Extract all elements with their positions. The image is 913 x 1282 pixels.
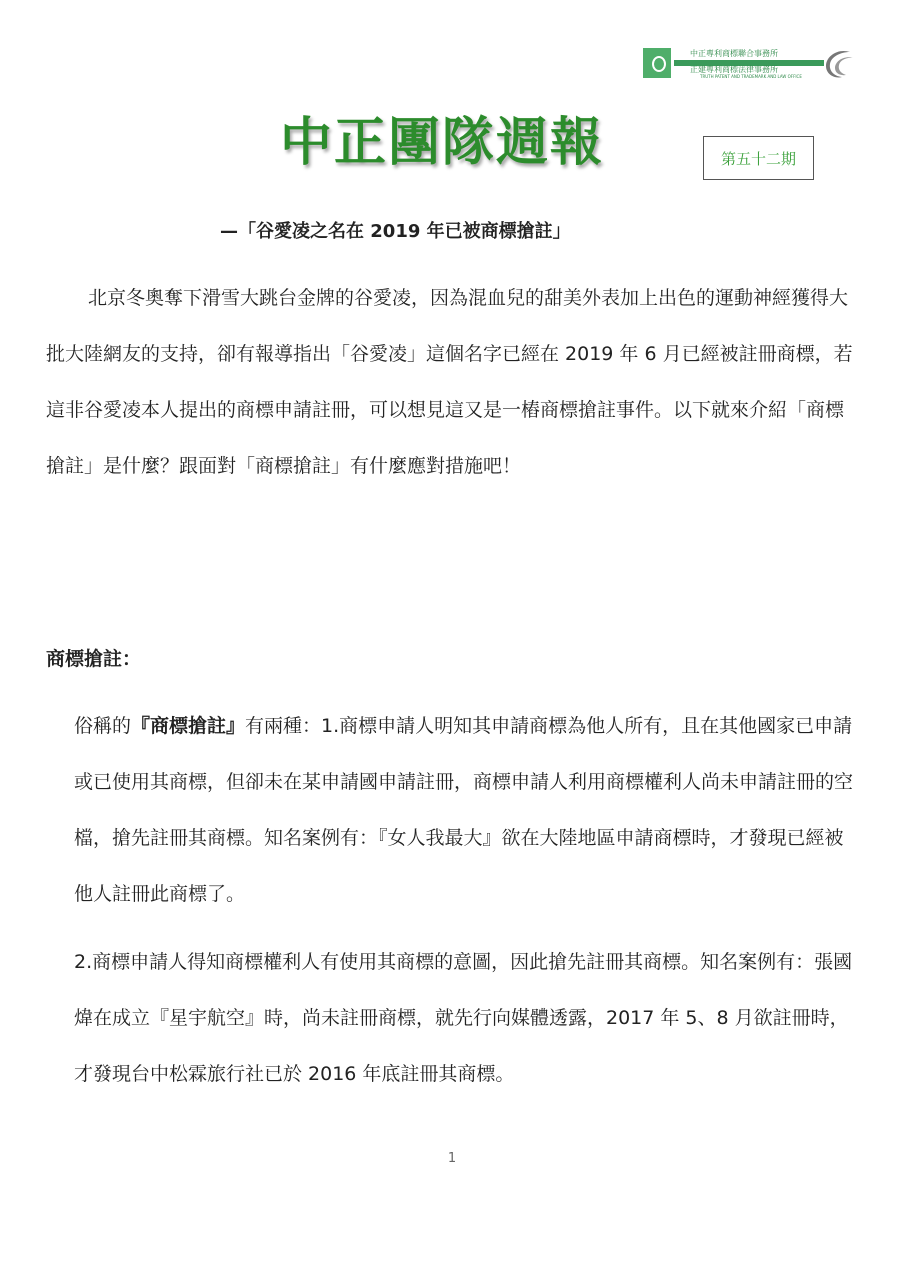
p1-lead: 俗稱的 (74, 715, 132, 737)
p1-rest: 有兩種：1.商標申請人明知其申請商標為他人所有，且在其他國家已申請或已使用其商標，但卻未在某申請國申請註冊，商標申請人利用商標權利人尚未申請註冊的空檔，搶先註冊其商標。知名案例有：『女人我最大』欲在大陸地區申請商標時，才發現已經被他人註冊此商標了。 (74, 715, 854, 905)
article-subtitle: —「谷愛凌之名在 2019 年已被商標搶註」 (220, 221, 571, 242)
issue-number-badge: 第五十二期 (703, 136, 814, 180)
logo-mark-icon (643, 48, 671, 78)
intro-paragraph: 北京冬奧奪下滑雪大跳台金牌的谷愛凌，因為混血兒的甜美外表加上出色的運動神經獲得大批大陸網友的支持，卻有報導指出「谷愛凌」這個名字已經在 2019 年 6 月已經被註冊商標，若這非谷愛凌本人提出的商標申請註冊，可以想見這又是一樁商標搶註事件。以下就來介紹「商標搶註」是什麼？跟面對「商標搶註」有什麼應對措施吧！ (46, 287, 853, 477)
firm-logo (640, 44, 860, 84)
swoosh-icon (820, 46, 856, 82)
newsletter-title: 中正團隊週報 (280, 113, 605, 173)
logo-firm-name-1: 中正專利商標聯合事務所 (690, 49, 778, 58)
page-number: 1 (447, 1151, 457, 1166)
logo-firm-name-en: TRUTH PATENT AND TRADEMARK AND LAW OFFICE (700, 74, 802, 79)
section-heading: 商標搶註： (46, 648, 142, 670)
logo-firm-name-2: 正建專利商標法律事務所 (690, 65, 778, 74)
definition-paragraph-2: 2.商標申請人得知商標權利人有使用其商標的意圖，因此搶先註冊其商標。知名案例有：張國煒在成立『星宇航空』時，尚未註冊商標，就先行向媒體透露，2017 年 5、8 月欲註冊時，才發現台中松霖旅行社已於 2016 年底註冊其商標。 (74, 951, 853, 1085)
p1-term: 『商標搶註』 (131, 715, 246, 737)
definition-paragraph-1 (74, 698, 860, 922)
